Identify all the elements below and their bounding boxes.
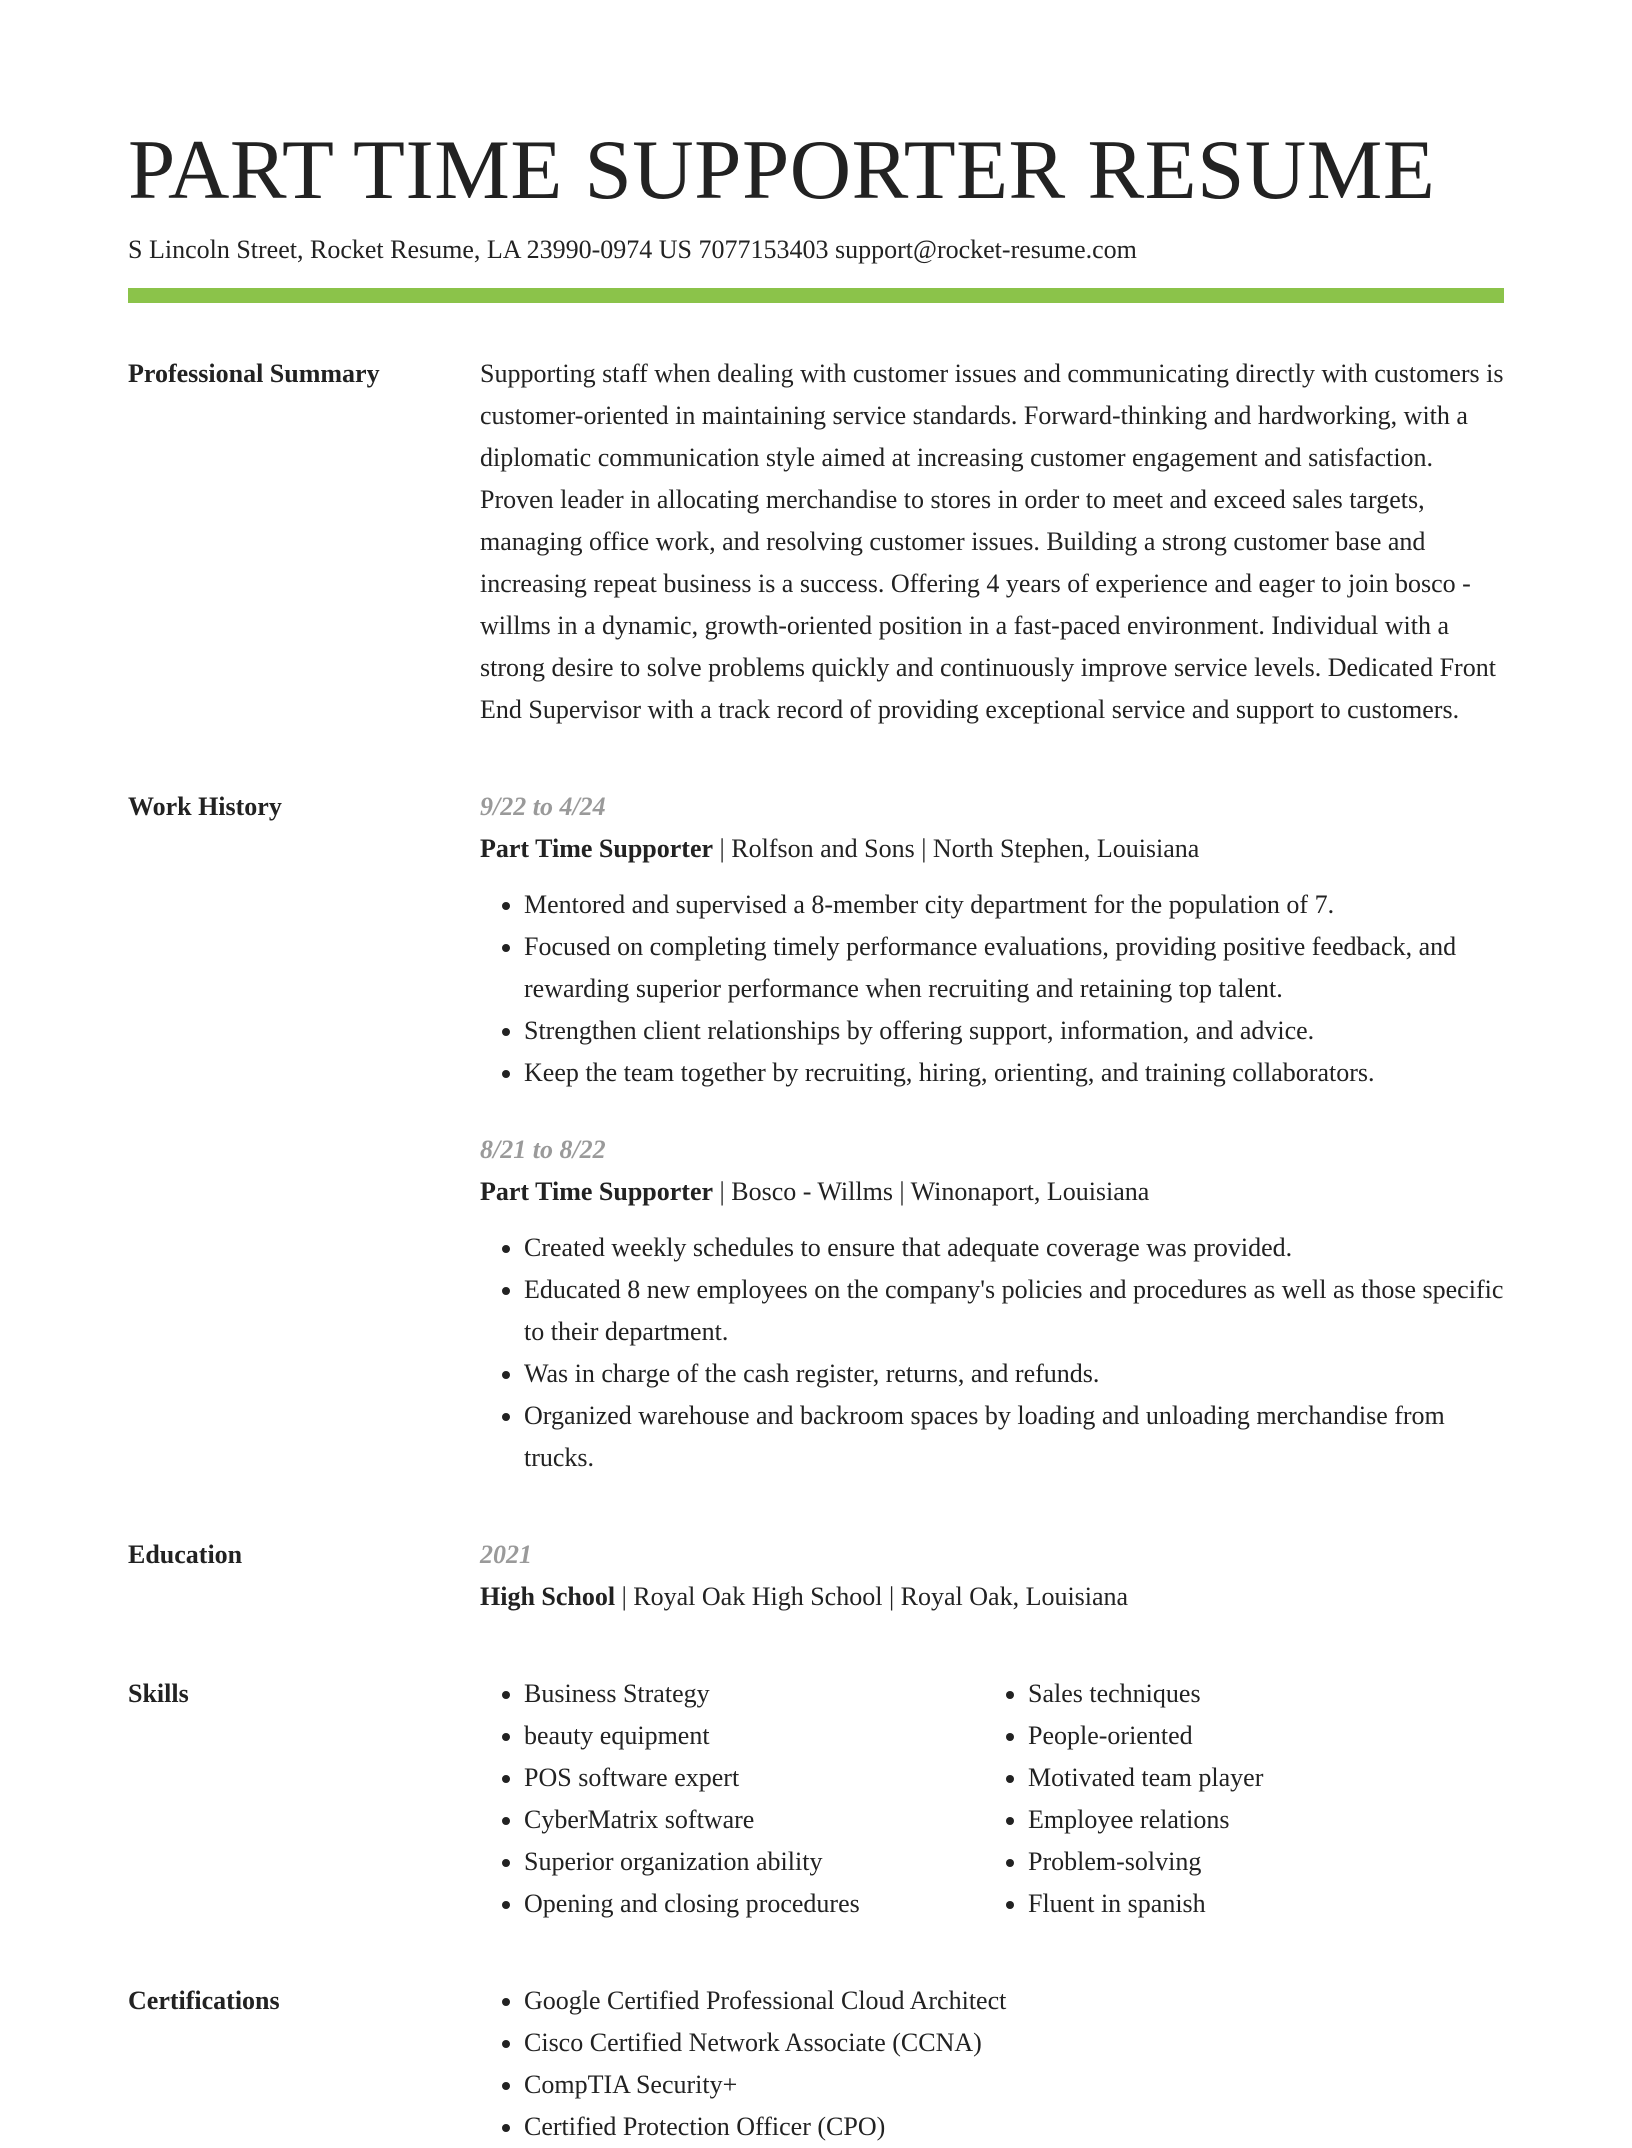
work-history-heading: Work History xyxy=(128,792,282,821)
skill-item: • beauty equipment xyxy=(524,1715,984,1757)
job-details: | Rolfson and Sons | North Stephen, Louisiana xyxy=(713,834,1200,863)
job-bullet: • Keep the team together by recruiting, hiring, orienting, and training collaborators. xyxy=(524,1052,1504,1094)
summary-text: Supporting staff when dealing with customer issues and communicating directly with customers is customer-oriented in maintaining service standards. Forward-thinking and hardworking, with a diplomatic communication style aimed at increasing customer engagement and satisfaction. Proven leader in allocating merchandise to stores in order to meet and exceed sales targets, managing office work, and resolving customer issues. Building a strong customer base and increasing repeat business is a success. Offering 4 years of experience and eager to join bosco - willms in a dynamic, growth-oriented position in a fast-paced environment. Individual with a strong desire to solve problems quickly and continuously improve service levels. Dedicated Front End Supervisor with a track record of providing exceptional service and support to customers. xyxy=(480,359,1504,724)
skills-section xyxy=(128,1673,1504,1925)
skills-heading: Skills xyxy=(128,1679,189,1708)
skill-item: • Superior organization ability xyxy=(524,1841,984,1883)
skill-item: • POS software expert xyxy=(524,1757,984,1799)
summary-section xyxy=(128,353,1504,731)
skill-item: • Problem-solving xyxy=(1028,1841,1488,1883)
job-details: | Bosco - Willms | Winonaport, Louisiana xyxy=(713,1177,1150,1206)
certifications-heading: Certifications xyxy=(128,1986,280,2015)
skill-item: • Sales techniques xyxy=(1028,1673,1488,1715)
certifications-section xyxy=(128,1980,1504,2148)
skills-list-left xyxy=(480,1673,984,1925)
job-entry xyxy=(480,1129,1504,1479)
skill-item: • Motivated team player xyxy=(1028,1757,1488,1799)
skill-item: • People-oriented xyxy=(1028,1715,1488,1757)
job-bullet: • Created weekly schedules to ensure that adequate coverage was provided. xyxy=(524,1227,1504,1269)
resume-page xyxy=(128,0,1504,2148)
skill-item: • Opening and closing procedures xyxy=(524,1883,984,1925)
skill-item: • Employee relations xyxy=(1028,1799,1488,1841)
job-bullet: • Was in charge of the cash register, returns, and refunds. xyxy=(524,1353,1504,1395)
job-dates: 8/21 to 8/22 xyxy=(480,1135,606,1164)
job-heading xyxy=(480,1171,1504,1213)
accent-divider xyxy=(128,288,1504,303)
certification-item: • Cisco Certified Network Associate (CCNA) xyxy=(524,2022,1504,2064)
certification-item: • Google Certified Professional Cloud Architect xyxy=(524,1980,1504,2022)
job-title: Part Time Supporter xyxy=(480,1177,714,1206)
resume-title: PART TIME SUPPORTER RESUME xyxy=(128,123,1436,217)
education-details: | Royal Oak High School | Royal Oak, Louisiana xyxy=(615,1582,1129,1611)
work-history-section xyxy=(128,786,1504,1479)
skills-list-right xyxy=(984,1673,1488,1925)
job-entry xyxy=(480,786,1504,1094)
job-bullet: • Strengthen client relationships by offering support, information, and advice. xyxy=(524,1010,1504,1052)
certification-item: • CompTIA Security+ xyxy=(524,2064,1504,2106)
certifications-list xyxy=(480,1980,1504,2148)
education-degree: High School xyxy=(480,1582,616,1611)
education-year: 2021 xyxy=(480,1540,532,1569)
education-heading-line xyxy=(480,1576,1504,1618)
job-bullet: • Focused on completing timely performance evaluations, providing positive feedback, and rewarding superior performance when recruiting and retaining top talent. xyxy=(524,926,1504,1010)
job-dates: 9/22 to 4/24 xyxy=(480,792,606,821)
skills-columns xyxy=(480,1673,1504,1925)
skill-item: • Fluent in spanish xyxy=(1028,1883,1488,1925)
job-bullets xyxy=(480,1227,1504,1479)
education-heading: Education xyxy=(128,1540,243,1569)
contact-line: S Lincoln Street, Rocket Resume, LA 23990-0974 US 7077153403 support@rocket-resume.com xyxy=(128,235,1137,264)
job-heading xyxy=(480,828,1504,870)
job-bullets xyxy=(480,884,1504,1094)
summary-heading: Professional Summary xyxy=(128,359,380,388)
skill-item: • CyberMatrix software xyxy=(524,1799,984,1841)
job-bullet: • Educated 8 new employees on the company's policies and procedures as well as those specific to their department. xyxy=(524,1269,1504,1353)
job-title: Part Time Supporter xyxy=(480,834,714,863)
education-section xyxy=(128,1534,1504,1618)
certification-item: • Certified Protection Officer (CPO) xyxy=(524,2106,1504,2148)
job-bullet: • Mentored and supervised a 8-member city department for the population of 7. xyxy=(524,884,1504,926)
skill-item: • Business Strategy xyxy=(524,1673,984,1715)
job-bullet: • Organized warehouse and backroom spaces by loading and unloading merchandise from trucks. xyxy=(524,1395,1504,1479)
